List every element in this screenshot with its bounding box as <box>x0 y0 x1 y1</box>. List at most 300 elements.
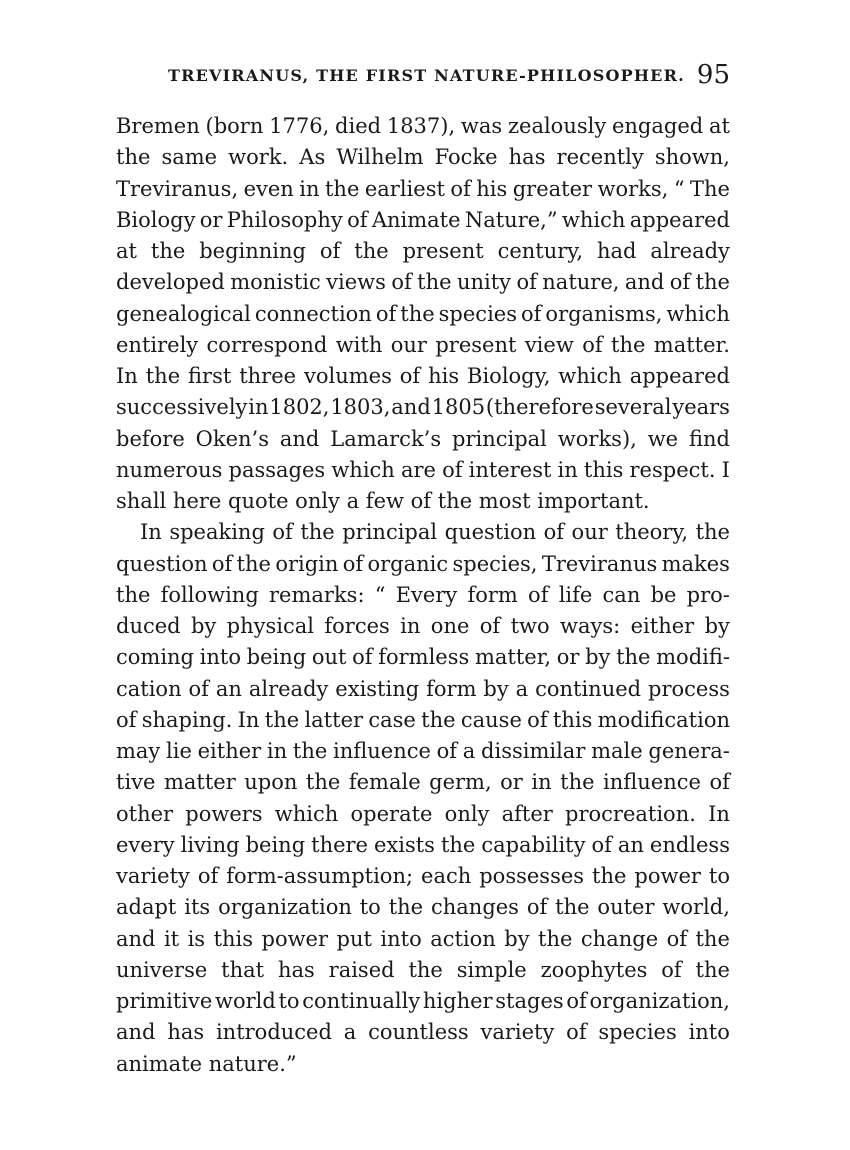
word: the <box>116 145 151 170</box>
word: already <box>650 239 730 263</box>
word: “ <box>673 176 685 201</box>
word: procreation. <box>565 801 696 826</box>
word: Treviranus, <box>116 176 239 201</box>
word: present <box>402 239 484 263</box>
word: that <box>221 957 265 982</box>
text-line <box>116 330 730 361</box>
word: form <box>426 676 477 701</box>
word: formless <box>378 645 470 670</box>
word: lie <box>166 739 192 763</box>
text-line <box>116 830 730 861</box>
word: an <box>215 676 242 701</box>
word: the <box>555 895 590 920</box>
word: outer <box>597 895 655 920</box>
word: the <box>695 520 730 545</box>
word: century, <box>497 239 584 263</box>
word: of <box>566 1020 587 1045</box>
word: process <box>648 676 730 701</box>
word: and <box>116 1020 156 1045</box>
word: before <box>116 426 185 451</box>
word: genealogical <box>116 301 251 326</box>
word: male <box>591 739 643 763</box>
word: to <box>359 895 381 920</box>
word: of <box>528 582 549 607</box>
word: In <box>140 520 162 545</box>
word: tive <box>116 770 156 795</box>
word: zealously <box>507 114 607 138</box>
word: has <box>277 957 315 982</box>
word: the <box>408 957 443 982</box>
text-line <box>116 111 730 142</box>
word: introduced <box>215 1020 332 1045</box>
word: there <box>311 832 368 857</box>
word: continually <box>302 989 421 1013</box>
text-line <box>116 299 730 330</box>
word: and <box>391 395 431 420</box>
word: the <box>264 707 300 732</box>
word: the <box>236 551 271 576</box>
word: theory, <box>615 520 689 545</box>
word: of <box>375 301 397 326</box>
word: of <box>211 551 233 576</box>
word: which <box>558 364 622 388</box>
text-line <box>116 392 730 423</box>
word: In <box>116 364 138 388</box>
word: by <box>704 614 730 638</box>
word: are <box>400 457 436 482</box>
word: Focke <box>434 145 498 170</box>
word: physical <box>226 614 314 638</box>
word: Biology, <box>467 364 551 388</box>
word: the <box>116 582 151 607</box>
word: form <box>467 582 518 607</box>
word: female <box>348 770 421 795</box>
word: of <box>526 895 548 920</box>
word: (therefore <box>485 395 594 420</box>
text-line <box>116 736 730 767</box>
word: zoophytes <box>540 957 648 982</box>
word: already <box>248 676 329 701</box>
word: successively <box>116 395 248 420</box>
word: into <box>380 926 422 951</box>
word: of <box>319 239 341 263</box>
word: be <box>650 582 677 607</box>
word: world <box>214 989 276 1013</box>
word: the <box>292 739 328 763</box>
word: connection <box>254 301 372 326</box>
word: was <box>460 114 503 138</box>
word: case <box>368 707 416 732</box>
word: adapt <box>116 895 177 920</box>
word: of <box>543 520 565 545</box>
text-line <box>116 580 730 611</box>
word: other <box>116 801 174 826</box>
word: 1776, <box>269 114 330 138</box>
word: world, <box>662 895 730 920</box>
word: a <box>515 676 529 701</box>
word: Lamarck’s <box>330 426 442 451</box>
word: of <box>188 676 209 701</box>
word: organic <box>367 551 449 576</box>
text-line <box>116 767 730 798</box>
word: greater <box>512 176 593 201</box>
word: the <box>695 926 730 951</box>
word: works), <box>557 426 637 451</box>
text-line <box>116 705 730 736</box>
word: interest <box>468 457 552 482</box>
word: to <box>278 989 300 1013</box>
word: of <box>516 270 537 295</box>
word: years <box>672 395 730 420</box>
word: modifi- <box>656 645 730 670</box>
word: living <box>180 832 240 857</box>
word: variety <box>480 1020 555 1045</box>
word: The <box>690 176 730 201</box>
word: principal <box>342 520 438 545</box>
word: of <box>347 207 368 232</box>
word: which <box>561 207 626 232</box>
word: shown, <box>654 145 730 170</box>
text-line <box>116 799 730 830</box>
word: of <box>272 520 293 545</box>
word: put <box>336 926 372 951</box>
word: unity <box>456 270 512 295</box>
word: three <box>239 364 297 388</box>
word: duced <box>116 614 181 638</box>
word: the <box>145 364 181 388</box>
word: engaged <box>611 114 704 138</box>
word: earliest <box>364 176 445 201</box>
word: the <box>417 270 452 295</box>
word: powers <box>185 801 263 826</box>
word: the <box>592 864 627 888</box>
word: out <box>311 645 347 670</box>
word: the <box>150 239 186 263</box>
word: power <box>634 864 701 888</box>
text-line <box>116 674 730 705</box>
word: changes <box>430 895 519 920</box>
text-line <box>116 455 730 486</box>
word: it <box>163 926 180 951</box>
word: action <box>430 926 496 951</box>
word: In <box>237 707 260 732</box>
word: present <box>435 332 517 357</box>
word: ways: <box>560 614 621 638</box>
word: in <box>266 739 288 763</box>
text-line <box>116 267 730 298</box>
word: recently <box>556 145 644 170</box>
word: entirely <box>116 332 199 357</box>
word: find <box>688 426 730 451</box>
word: genera- <box>648 739 730 763</box>
word: dissimilar <box>481 739 586 763</box>
word: to <box>708 864 730 888</box>
word: the <box>421 707 456 732</box>
word: question <box>444 520 537 545</box>
word: views <box>326 270 386 295</box>
word: Biology <box>116 207 196 232</box>
word: of <box>391 270 412 295</box>
word: had <box>596 239 637 263</box>
word: two <box>510 614 550 638</box>
word: can <box>602 582 641 607</box>
word: work. <box>228 145 289 170</box>
word: appeared <box>629 364 730 388</box>
running-title: TREVIRANUS, THE FIRST NATURE-PHILOSOPHER. <box>168 66 685 85</box>
word: species <box>438 301 517 326</box>
word: has <box>508 145 546 170</box>
word: raised <box>328 957 395 982</box>
word: and <box>279 426 320 451</box>
word: variety <box>116 864 190 888</box>
word: the <box>538 926 573 951</box>
word: in <box>557 457 578 482</box>
word: being <box>246 645 307 670</box>
word: latter <box>304 707 364 732</box>
word: influence <box>333 739 431 763</box>
word: may <box>116 739 161 763</box>
word: shaping. <box>141 707 233 732</box>
word: view <box>524 332 574 357</box>
word: Treviranus <box>541 551 658 576</box>
word: form-assumption; <box>226 864 414 888</box>
word: only <box>444 801 490 826</box>
word: “ <box>374 582 386 607</box>
text-line <box>116 892 730 923</box>
word: or <box>556 645 580 670</box>
word: of <box>527 707 548 732</box>
word: germ, <box>429 770 492 795</box>
word: (born <box>205 114 264 138</box>
word: after <box>501 801 553 826</box>
word: stages <box>495 989 564 1013</box>
word: of <box>521 301 542 326</box>
word: organisms, <box>545 301 663 326</box>
word: each <box>421 864 472 888</box>
word: and <box>116 926 156 951</box>
word: one <box>430 614 470 638</box>
word: modification <box>597 707 730 732</box>
text-line: shall here quote only a few of the most important. <box>116 489 650 513</box>
word: by <box>585 645 611 670</box>
word: coming <box>116 645 195 670</box>
word: As <box>299 145 326 170</box>
word: matter, <box>474 645 552 670</box>
word: of <box>342 551 364 576</box>
word: change <box>580 926 659 951</box>
word: In <box>708 801 730 826</box>
word: matter. <box>653 332 730 357</box>
word: primitive <box>116 989 213 1013</box>
word: our <box>390 332 427 357</box>
text-line <box>116 361 730 392</box>
word: 1837), <box>386 114 456 138</box>
word: matter <box>163 770 236 795</box>
word: being <box>245 832 306 857</box>
word: of <box>709 770 730 795</box>
word: universe <box>116 957 208 982</box>
word: makes <box>661 551 730 576</box>
word: of <box>436 739 458 763</box>
word: first <box>188 364 232 388</box>
word: this <box>213 926 254 951</box>
text-line <box>116 1017 730 1048</box>
word: influence <box>603 770 701 795</box>
word: continued <box>535 676 642 701</box>
word: the <box>611 332 646 357</box>
word: the <box>300 520 335 545</box>
word: Bremen <box>116 114 200 138</box>
word: which <box>274 801 339 826</box>
word: volumes <box>303 364 392 388</box>
word: Every <box>395 582 458 607</box>
word: and <box>624 270 665 295</box>
word: at <box>116 239 137 263</box>
word: the <box>440 832 476 857</box>
word: died <box>335 114 382 138</box>
word: the <box>324 176 360 201</box>
word: or <box>199 207 223 232</box>
word: principal <box>452 426 547 451</box>
text-line <box>116 142 730 173</box>
word: or <box>500 770 523 795</box>
word: life <box>558 582 593 607</box>
word: pro- <box>686 582 730 607</box>
word: several <box>594 395 672 420</box>
word: monistic <box>230 270 321 295</box>
text-line <box>116 955 730 986</box>
word: of <box>450 176 471 201</box>
text-line <box>116 642 730 673</box>
word: of <box>352 645 373 670</box>
word: capability <box>481 832 586 857</box>
word: this <box>583 457 624 482</box>
text-line <box>116 861 730 892</box>
word: our <box>571 520 608 545</box>
word: the <box>388 895 424 920</box>
word: forces <box>324 614 390 638</box>
word: speaking <box>169 520 265 545</box>
word: an <box>617 832 644 857</box>
word: has <box>167 1020 205 1045</box>
word: in <box>248 395 269 420</box>
word: nature, <box>542 270 620 295</box>
word: of <box>591 832 612 857</box>
text-line <box>116 517 730 548</box>
text-line <box>116 549 730 580</box>
text-line <box>116 205 730 236</box>
word: into <box>688 1020 730 1045</box>
word: correspond <box>206 332 328 357</box>
word: species <box>598 1020 677 1045</box>
word: at <box>708 114 730 138</box>
word: appeared <box>629 207 730 232</box>
word: operate <box>350 801 433 826</box>
word: of <box>116 707 137 732</box>
word: I <box>721 457 730 482</box>
word: into <box>199 645 241 670</box>
word: upon <box>244 770 298 795</box>
word: a <box>343 1020 357 1045</box>
word: passages <box>228 457 326 482</box>
word: by <box>190 614 217 638</box>
word: by <box>504 926 530 951</box>
word: endless <box>649 832 730 857</box>
word: the <box>695 957 730 982</box>
running-head <box>168 60 730 90</box>
word: with <box>335 332 383 357</box>
word: power <box>261 926 329 951</box>
word: species, <box>452 551 538 576</box>
word: cation <box>116 676 182 701</box>
word: in <box>531 770 552 795</box>
word: of <box>566 989 587 1013</box>
text-line <box>116 986 730 1017</box>
word: the <box>400 301 435 326</box>
body-text <box>116 111 730 1080</box>
word: Oken’s <box>195 426 269 451</box>
word: of <box>661 957 682 982</box>
word: of <box>666 926 688 951</box>
word: existing <box>335 676 420 701</box>
word: every <box>116 832 175 857</box>
word: we <box>647 426 679 451</box>
word: works, <box>597 176 669 201</box>
word: in <box>400 614 421 638</box>
text-line <box>116 174 730 205</box>
text-line: animate nature.” <box>116 1051 297 1076</box>
word: in <box>299 176 320 201</box>
word: origin <box>275 551 339 576</box>
word: 1802, <box>269 395 330 420</box>
word: numerous <box>116 457 223 482</box>
word: this <box>552 707 593 732</box>
word: Philosophy <box>226 207 343 232</box>
word: a <box>462 739 476 763</box>
word: either <box>197 739 262 763</box>
word: cause <box>460 707 522 732</box>
word: 1803, <box>330 395 391 420</box>
word: of <box>399 364 421 388</box>
word: the <box>305 770 341 795</box>
word: his <box>428 364 460 388</box>
text-line <box>116 424 730 455</box>
word: which <box>331 457 395 482</box>
word: by <box>483 676 509 701</box>
word: even <box>243 176 294 201</box>
word: either <box>630 614 695 638</box>
word: of <box>197 864 219 888</box>
text-line <box>116 611 730 642</box>
word: of <box>442 457 463 482</box>
word: developed <box>116 270 225 295</box>
word: higher <box>422 989 493 1013</box>
word: possesses <box>479 864 585 888</box>
word: the <box>695 270 730 295</box>
word: Nature,” <box>464 207 558 232</box>
word: remarks: <box>269 582 365 607</box>
word: its <box>184 895 211 920</box>
word: following <box>160 582 259 607</box>
word: organization, <box>589 989 730 1013</box>
word: of <box>582 332 603 357</box>
word: beginning <box>199 239 306 263</box>
word: the <box>560 770 595 795</box>
word: organization <box>218 895 352 920</box>
word: of <box>479 614 501 638</box>
word: exists <box>373 832 435 857</box>
word: same <box>161 145 218 170</box>
